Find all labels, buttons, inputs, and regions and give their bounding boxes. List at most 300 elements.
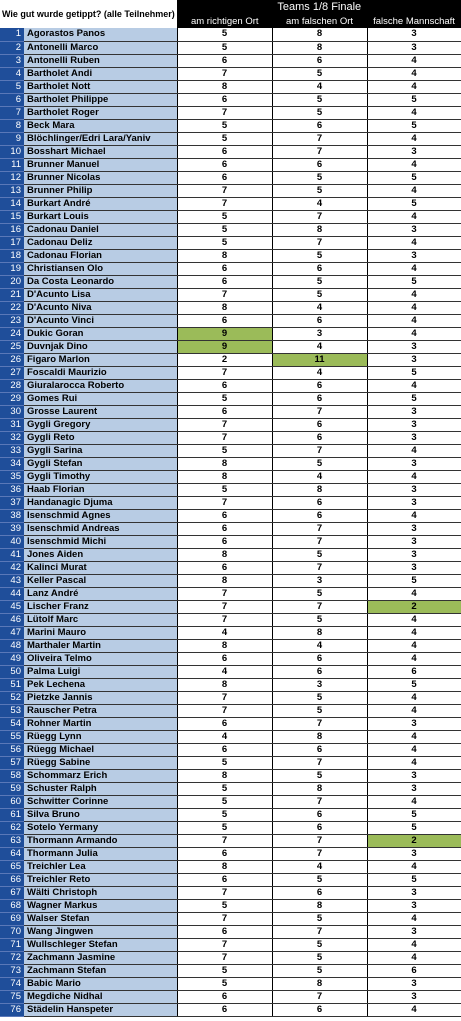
wrong-place-count: 5 xyxy=(272,184,367,197)
row-number: 4 xyxy=(0,67,24,80)
table-row xyxy=(0,366,461,379)
row-number: 9 xyxy=(0,132,24,145)
row-number: 56 xyxy=(0,743,24,756)
wrong-place-count: 6 xyxy=(272,509,367,522)
wrong-team-count: 4 xyxy=(367,756,461,769)
participant-name: Wagner Markus xyxy=(24,899,177,912)
participant-name: Christiansen Olo xyxy=(24,262,177,275)
table-row xyxy=(0,652,461,665)
row-number: 42 xyxy=(0,561,24,574)
wrong-team-count: 4 xyxy=(367,106,461,119)
wrong-place-count: 5 xyxy=(272,548,367,561)
table-row xyxy=(0,54,461,67)
wrong-place-count: 7 xyxy=(272,925,367,938)
participant-name: Grosse Laurent xyxy=(24,405,177,418)
table-row xyxy=(0,223,461,236)
wrong-team-count: 5 xyxy=(367,873,461,886)
right-place-count: 5 xyxy=(177,795,272,808)
right-place-count: 8 xyxy=(177,574,272,587)
right-place-count: 5 xyxy=(177,392,272,405)
right-place-count: 7 xyxy=(177,106,272,119)
participant-name: Da Costa Leonardo xyxy=(24,275,177,288)
right-place-count: 9 xyxy=(177,327,272,340)
wrong-place-count: 8 xyxy=(272,626,367,639)
wrong-place-count: 6 xyxy=(272,821,367,834)
participant-name: Jones Aiden xyxy=(24,548,177,561)
right-place-count: 6 xyxy=(177,743,272,756)
wrong-team-count: 4 xyxy=(367,67,461,80)
wrong-team-count: 6 xyxy=(367,964,461,977)
wrong-place-count: 3 xyxy=(272,327,367,340)
wrong-team-count: 3 xyxy=(367,977,461,990)
wrong-place-count: 4 xyxy=(272,470,367,483)
wrong-place-count: 6 xyxy=(272,886,367,899)
row-number: 49 xyxy=(0,652,24,665)
table-row xyxy=(0,600,461,613)
right-place-count: 7 xyxy=(177,704,272,717)
table-row xyxy=(0,197,461,210)
wrong-team-count: 4 xyxy=(367,444,461,457)
table-row xyxy=(0,730,461,743)
wrong-team-count: 3 xyxy=(367,522,461,535)
participant-name: Marthaler Martin xyxy=(24,639,177,652)
wrong-place-count: 4 xyxy=(272,80,367,93)
participant-name: Brunner Nicolas xyxy=(24,171,177,184)
table-row xyxy=(0,509,461,522)
table-row xyxy=(0,392,461,405)
right-place-count: 8 xyxy=(177,80,272,93)
wrong-team-count: 4 xyxy=(367,730,461,743)
row-number: 53 xyxy=(0,704,24,717)
wrong-team-count: 4 xyxy=(367,158,461,171)
wrong-place-count: 5 xyxy=(272,457,367,470)
wrong-place-count: 5 xyxy=(272,171,367,184)
group-title: Teams 1/8 Finale xyxy=(177,0,461,14)
row-number: 29 xyxy=(0,392,24,405)
row-number: 55 xyxy=(0,730,24,743)
right-place-count: 7 xyxy=(177,366,272,379)
wrong-team-count: 5 xyxy=(367,119,461,132)
table-row xyxy=(0,353,461,366)
wrong-team-count: 4 xyxy=(367,743,461,756)
row-number: 68 xyxy=(0,899,24,912)
table-row xyxy=(0,288,461,301)
participant-name: Treichler Reto xyxy=(24,873,177,886)
row-number: 41 xyxy=(0,548,24,561)
wrong-team-count: 4 xyxy=(367,132,461,145)
column-header-right-place: am richtigen Ort xyxy=(177,14,272,28)
row-number: 12 xyxy=(0,171,24,184)
right-place-count: 6 xyxy=(177,379,272,392)
participant-name: Rüegg Sabine xyxy=(24,756,177,769)
right-place-count: 7 xyxy=(177,600,272,613)
wrong-place-count: 7 xyxy=(272,834,367,847)
right-place-count: 9 xyxy=(177,340,272,353)
wrong-team-count: 4 xyxy=(367,691,461,704)
table-row xyxy=(0,145,461,158)
participant-name: D'Acunto Vinci xyxy=(24,314,177,327)
wrong-place-count: 5 xyxy=(272,938,367,951)
participant-name: Schommarz Erich xyxy=(24,769,177,782)
participant-name: Schwitter Corinne xyxy=(24,795,177,808)
participant-name: Duvnjak Dino xyxy=(24,340,177,353)
right-place-count: 5 xyxy=(177,899,272,912)
table-row xyxy=(0,925,461,938)
wrong-team-count: 5 xyxy=(367,93,461,106)
participant-name: Bartholet Nott xyxy=(24,80,177,93)
wrong-team-count: 5 xyxy=(367,808,461,821)
right-place-count: 7 xyxy=(177,587,272,600)
participant-name: Gygli Sarina xyxy=(24,444,177,457)
row-number: 32 xyxy=(0,431,24,444)
row-number: 44 xyxy=(0,587,24,600)
row-number: 24 xyxy=(0,327,24,340)
wrong-team-count: 3 xyxy=(367,782,461,795)
participant-name: Cadonau Florian xyxy=(24,249,177,262)
table-row xyxy=(0,28,461,41)
table-row xyxy=(0,522,461,535)
table-row xyxy=(0,821,461,834)
row-number: 63 xyxy=(0,834,24,847)
participant-name: Lütolf Marc xyxy=(24,613,177,626)
wrong-team-count: 3 xyxy=(367,223,461,236)
wrong-place-count: 5 xyxy=(272,691,367,704)
right-place-count: 6 xyxy=(177,54,272,67)
right-place-count: 7 xyxy=(177,496,272,509)
row-number: 10 xyxy=(0,145,24,158)
right-place-count: 8 xyxy=(177,548,272,561)
table-row xyxy=(0,314,461,327)
table-row xyxy=(0,470,461,483)
right-place-count: 6 xyxy=(177,171,272,184)
wrong-place-count: 8 xyxy=(272,899,367,912)
row-number: 73 xyxy=(0,964,24,977)
wrong-team-count: 3 xyxy=(367,483,461,496)
participant-name: Burkart Louis xyxy=(24,210,177,223)
wrong-place-count: 7 xyxy=(272,717,367,730)
right-place-count: 6 xyxy=(177,1003,272,1016)
right-place-count: 6 xyxy=(177,522,272,535)
participant-name: Antonelli Marco xyxy=(24,41,177,54)
row-number: 67 xyxy=(0,886,24,899)
wrong-place-count: 7 xyxy=(272,132,367,145)
right-place-count: 6 xyxy=(177,509,272,522)
right-place-count: 6 xyxy=(177,652,272,665)
participant-name: Oliveira Telmo xyxy=(24,652,177,665)
table-row xyxy=(0,327,461,340)
wrong-place-count: 7 xyxy=(272,210,367,223)
wrong-place-count: 5 xyxy=(272,912,367,925)
row-number: 19 xyxy=(0,262,24,275)
wrong-team-count: 3 xyxy=(367,418,461,431)
right-place-count: 6 xyxy=(177,158,272,171)
table-row xyxy=(0,886,461,899)
wrong-place-count: 7 xyxy=(272,847,367,860)
row-number: 57 xyxy=(0,756,24,769)
wrong-team-count: 3 xyxy=(367,899,461,912)
wrong-place-count: 4 xyxy=(272,639,367,652)
right-place-count: 4 xyxy=(177,730,272,743)
wrong-place-count: 4 xyxy=(272,340,367,353)
table-row xyxy=(0,860,461,873)
wrong-team-count: 3 xyxy=(367,457,461,470)
table-row xyxy=(0,379,461,392)
row-number: 43 xyxy=(0,574,24,587)
wrong-place-count: 6 xyxy=(272,54,367,67)
row-number: 7 xyxy=(0,106,24,119)
table-row xyxy=(0,405,461,418)
row-number: 48 xyxy=(0,639,24,652)
row-number: 39 xyxy=(0,522,24,535)
right-place-count: 5 xyxy=(177,223,272,236)
wrong-team-count: 3 xyxy=(367,561,461,574)
wrong-place-count: 7 xyxy=(272,535,367,548)
right-place-count: 5 xyxy=(177,132,272,145)
table-row xyxy=(0,275,461,288)
wrong-place-count: 6 xyxy=(272,1003,367,1016)
wrong-place-count: 4 xyxy=(272,366,367,379)
wrong-team-count: 5 xyxy=(367,821,461,834)
table-row xyxy=(0,483,461,496)
table-row xyxy=(0,41,461,54)
wrong-team-count: 3 xyxy=(367,28,461,41)
row-number: 27 xyxy=(0,366,24,379)
right-place-count: 8 xyxy=(177,860,272,873)
participant-name: Zachmann Stefan xyxy=(24,964,177,977)
right-place-count: 5 xyxy=(177,977,272,990)
participant-name: Thormann Julia xyxy=(24,847,177,860)
table-row xyxy=(0,457,461,470)
row-number: 35 xyxy=(0,470,24,483)
wrong-team-count: 4 xyxy=(367,54,461,67)
row-number: 62 xyxy=(0,821,24,834)
row-number: 15 xyxy=(0,210,24,223)
wrong-place-count: 6 xyxy=(272,392,367,405)
row-number: 22 xyxy=(0,301,24,314)
wrong-place-count: 5 xyxy=(272,275,367,288)
table-row xyxy=(0,990,461,1003)
table-row xyxy=(0,704,461,717)
row-number: 40 xyxy=(0,535,24,548)
wrong-team-count: 3 xyxy=(367,535,461,548)
wrong-team-count: 4 xyxy=(367,288,461,301)
table-row xyxy=(0,574,461,587)
table-row xyxy=(0,938,461,951)
participant-name: Handanagic Djuma xyxy=(24,496,177,509)
row-number: 70 xyxy=(0,925,24,938)
wrong-place-count: 7 xyxy=(272,236,367,249)
participant-name: Gomes Rui xyxy=(24,392,177,405)
right-place-count: 8 xyxy=(177,457,272,470)
right-place-count: 8 xyxy=(177,678,272,691)
table-body xyxy=(0,28,461,1016)
table-row xyxy=(0,171,461,184)
right-place-count: 7 xyxy=(177,912,272,925)
right-place-count: 7 xyxy=(177,938,272,951)
participant-name: Gygli Reto xyxy=(24,431,177,444)
wrong-place-count: 6 xyxy=(272,262,367,275)
row-number: 8 xyxy=(0,119,24,132)
wrong-team-count: 4 xyxy=(367,639,461,652)
wrong-team-count: 4 xyxy=(367,704,461,717)
wrong-place-count: 5 xyxy=(272,873,367,886)
wrong-place-count: 4 xyxy=(272,197,367,210)
participant-name: Babic Mario xyxy=(24,977,177,990)
participant-name: Agorastos Panos xyxy=(24,28,177,41)
participant-name: D'Acunto Lisa xyxy=(24,288,177,301)
participant-name: Rauscher Petra xyxy=(24,704,177,717)
right-place-count: 8 xyxy=(177,470,272,483)
table-row xyxy=(0,665,461,678)
right-place-count: 5 xyxy=(177,236,272,249)
row-number: 26 xyxy=(0,353,24,366)
right-place-count: 6 xyxy=(177,275,272,288)
wrong-place-count: 5 xyxy=(272,249,367,262)
participant-name: Kalinci Murat xyxy=(24,561,177,574)
table-row xyxy=(0,691,461,704)
participant-name: Isenschmid Michi xyxy=(24,535,177,548)
row-number: 30 xyxy=(0,405,24,418)
right-place-count: 5 xyxy=(177,41,272,54)
wrong-team-count: 4 xyxy=(367,509,461,522)
wrong-team-count: 4 xyxy=(367,626,461,639)
wrong-team-count: 4 xyxy=(367,327,461,340)
participant-name: D'Acunto Niva xyxy=(24,301,177,314)
participant-name: Bartholet Andi xyxy=(24,67,177,80)
table-row xyxy=(0,132,461,145)
right-place-count: 7 xyxy=(177,197,272,210)
table-row xyxy=(0,912,461,925)
sheet-title: Wie gut wurde getippt? (alle Teilnehmer) xyxy=(0,0,177,28)
table-row xyxy=(0,106,461,119)
row-number: 61 xyxy=(0,808,24,821)
table-row xyxy=(0,834,461,847)
row-number: 23 xyxy=(0,314,24,327)
wrong-place-count: 7 xyxy=(272,444,367,457)
wrong-place-count: 5 xyxy=(272,93,367,106)
wrong-place-count: 6 xyxy=(272,379,367,392)
participant-name: Foscaldi Maurizio xyxy=(24,366,177,379)
participant-name: Palma Luigi xyxy=(24,665,177,678)
wrong-place-count: 5 xyxy=(272,951,367,964)
participant-name: Rüegg Lynn xyxy=(24,730,177,743)
wrong-place-count: 5 xyxy=(272,704,367,717)
row-number: 64 xyxy=(0,847,24,860)
participant-name: Wang Jingwen xyxy=(24,925,177,938)
wrong-place-count: 8 xyxy=(272,782,367,795)
wrong-place-count: 5 xyxy=(272,587,367,600)
row-number: 74 xyxy=(0,977,24,990)
wrong-team-count: 4 xyxy=(367,795,461,808)
right-place-count: 6 xyxy=(177,990,272,1003)
table-row xyxy=(0,639,461,652)
table-row xyxy=(0,444,461,457)
wrong-place-count: 8 xyxy=(272,28,367,41)
table-row xyxy=(0,717,461,730)
wrong-place-count: 6 xyxy=(272,418,367,431)
participant-name: Brunner Philip xyxy=(24,184,177,197)
row-number: 38 xyxy=(0,509,24,522)
participant-name: Zachmann Jasmine xyxy=(24,951,177,964)
right-place-count: 7 xyxy=(177,418,272,431)
participant-name: Schuster Ralph xyxy=(24,782,177,795)
participant-name: Bartholet Philippe xyxy=(24,93,177,106)
wrong-team-count: 4 xyxy=(367,938,461,951)
wrong-place-count: 7 xyxy=(272,600,367,613)
wrong-team-count: 5 xyxy=(367,392,461,405)
table-row xyxy=(0,899,461,912)
right-place-count: 6 xyxy=(177,314,272,327)
right-place-count: 6 xyxy=(177,262,272,275)
row-number: 2 xyxy=(0,41,24,54)
row-number: 21 xyxy=(0,288,24,301)
column-header-wrong-team: falsche Mannschaft xyxy=(367,14,461,28)
participant-name: Pietzke Jannis xyxy=(24,691,177,704)
right-place-count: 4 xyxy=(177,626,272,639)
table-row xyxy=(0,431,461,444)
wrong-place-count: 6 xyxy=(272,431,367,444)
row-number: 45 xyxy=(0,600,24,613)
row-number: 1 xyxy=(0,28,24,41)
row-number: 52 xyxy=(0,691,24,704)
wrong-team-count: 3 xyxy=(367,405,461,418)
participant-name: Silva Bruno xyxy=(24,808,177,821)
participant-name: Gygli Stefan xyxy=(24,457,177,470)
wrong-team-count: 4 xyxy=(367,210,461,223)
wrong-team-count: 4 xyxy=(367,80,461,93)
wrong-team-count: 3 xyxy=(367,145,461,158)
participant-name: Lischer Franz xyxy=(24,600,177,613)
table-row xyxy=(0,1003,461,1016)
table-row xyxy=(0,964,461,977)
wrong-team-count: 3 xyxy=(367,353,461,366)
table-row xyxy=(0,67,461,80)
wrong-team-count: 5 xyxy=(367,171,461,184)
table-row xyxy=(0,496,461,509)
wrong-place-count: 7 xyxy=(272,145,367,158)
wrong-team-count: 4 xyxy=(367,1003,461,1016)
table-row xyxy=(0,951,461,964)
table-row xyxy=(0,756,461,769)
wrong-team-count: 3 xyxy=(367,886,461,899)
participant-name: Treichler Lea xyxy=(24,860,177,873)
wrong-place-count: 6 xyxy=(272,743,367,756)
row-number: 5 xyxy=(0,80,24,93)
wrong-team-count: 4 xyxy=(367,652,461,665)
participant-name: Marini Mauro xyxy=(24,626,177,639)
participant-name: Rüegg Michael xyxy=(24,743,177,756)
right-place-count: 5 xyxy=(177,483,272,496)
right-place-count: 7 xyxy=(177,184,272,197)
row-number: 33 xyxy=(0,444,24,457)
wrong-place-count: 5 xyxy=(272,964,367,977)
wrong-place-count: 8 xyxy=(272,977,367,990)
right-place-count: 7 xyxy=(177,691,272,704)
right-place-count: 7 xyxy=(177,288,272,301)
participant-name: Wälti Christoph xyxy=(24,886,177,899)
right-place-count: 2 xyxy=(177,353,272,366)
wrong-place-count: 8 xyxy=(272,483,367,496)
row-number: 58 xyxy=(0,769,24,782)
participant-name: Thormann Armando xyxy=(24,834,177,847)
wrong-team-count: 4 xyxy=(367,470,461,483)
wrong-team-count: 5 xyxy=(367,574,461,587)
right-place-count: 6 xyxy=(177,93,272,106)
right-place-count: 8 xyxy=(177,249,272,262)
participant-name: Cadonau Deliz xyxy=(24,236,177,249)
participant-name: Keller Pascal xyxy=(24,574,177,587)
table-row xyxy=(0,977,461,990)
